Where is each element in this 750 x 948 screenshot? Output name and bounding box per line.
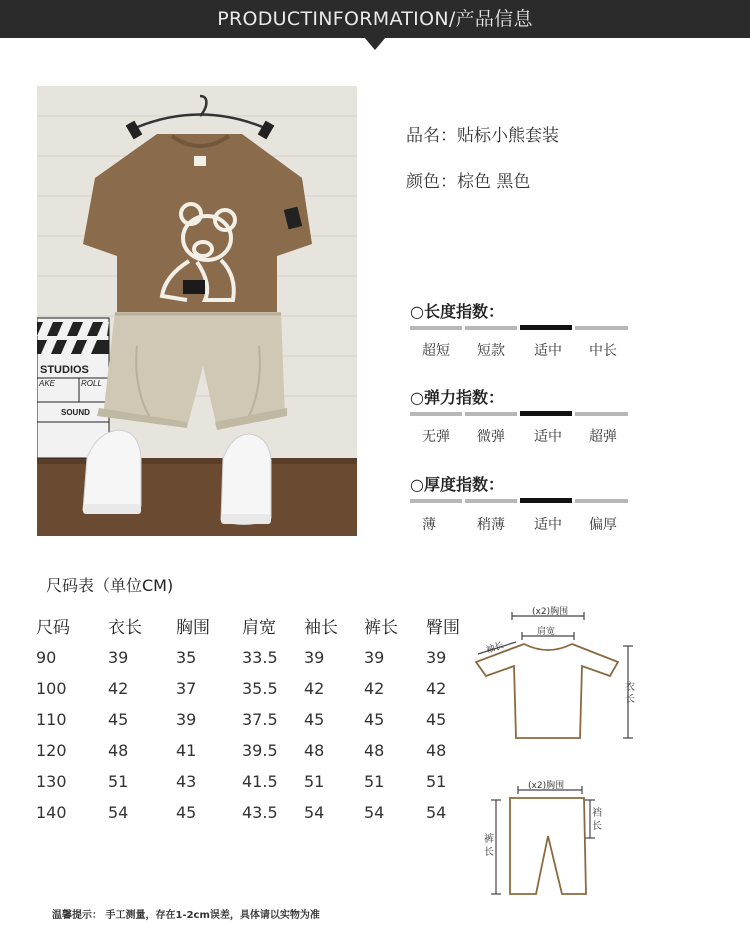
table-cell: 37 — [176, 679, 197, 698]
table-cell: 42 — [304, 679, 325, 698]
length-scale-segment-1 — [410, 326, 462, 330]
diagram-length-label-1: 衣 — [625, 682, 635, 693]
product-photo-illustration — [37, 86, 357, 536]
table-cell: 54 — [108, 803, 129, 822]
diagram-shoulder-label: 肩宽 — [537, 627, 556, 637]
table-cell: 37.5 — [242, 710, 278, 729]
table-row — [36, 766, 480, 797]
length-option-2: 短款 — [477, 343, 505, 359]
size-table — [36, 608, 480, 828]
elasticity-index-title: ○弹力指数： — [410, 388, 504, 407]
pants-measurement-diagram — [480, 778, 620, 900]
length-scale-segment-3-active — [520, 325, 572, 330]
table-cell: 48 — [364, 741, 385, 760]
table-cell: 45 — [304, 710, 325, 729]
table-cell: 39 — [364, 648, 385, 667]
pants-outline — [510, 798, 586, 894]
header-chest: 胸围 — [176, 617, 210, 638]
slate-studios-text: STUDIOS — [40, 364, 89, 376]
diagram-inseam-label-1: 裆 — [592, 808, 602, 819]
table-cell: 33.5 — [242, 648, 278, 667]
length-scale-segment-2 — [465, 326, 517, 330]
thickness-option-4: 偏厚 — [589, 517, 617, 533]
diagram-chest-label: (x2)胸围 — [532, 607, 569, 617]
diagram-inseam-label-2: 长 — [592, 821, 602, 832]
table-cell: 45 — [426, 710, 447, 729]
table-cell: 90 — [36, 648, 57, 667]
diagram-length-label-2: 长 — [625, 694, 635, 705]
table-cell: 43 — [176, 772, 197, 791]
length-option-4: 中长 — [589, 343, 617, 359]
header-garment-length: 衣长 — [108, 617, 142, 638]
table-cell: 43.5 — [242, 803, 278, 822]
table-cell: 42 — [364, 679, 385, 698]
size-table-header-row — [36, 608, 480, 642]
diagram-sleeve-label: 袖长 — [484, 640, 506, 656]
table-cell: 39 — [304, 648, 325, 667]
thickness-scale-segment-1 — [410, 499, 462, 503]
table-cell: 45 — [176, 803, 197, 822]
elasticity-scale-segment-3-active — [520, 411, 572, 416]
thickness-index-scale — [410, 499, 628, 504]
elasticity-option-1: 无弹 — [422, 429, 450, 445]
diagram-pants-length-label-2: 长 — [484, 847, 494, 858]
length-index-title: ○长度指数： — [410, 302, 504, 321]
table-row — [36, 735, 480, 766]
elasticity-option-3: 适中 — [534, 429, 562, 445]
elasticity-option-4: 超弹 — [589, 429, 617, 445]
table-row — [36, 704, 480, 735]
table-cell: 140 — [36, 803, 67, 822]
length-scale-segment-4 — [575, 326, 628, 330]
table-cell: 42 — [108, 679, 129, 698]
table-cell: 51 — [426, 772, 447, 791]
table-cell: 110 — [36, 710, 67, 729]
thickness-option-1: 薄 — [422, 517, 436, 533]
diagram-pants-length-label-1: 裤 — [484, 834, 494, 845]
table-row — [36, 797, 480, 828]
header-shoulder: 肩宽 — [242, 617, 276, 638]
header-size: 尺码 — [36, 617, 70, 638]
table-cell: 41 — [176, 741, 197, 760]
product-color: 颜色：棕色 黑色 — [406, 172, 531, 192]
table-cell: 45 — [108, 710, 129, 729]
elasticity-scale-segment-4 — [575, 412, 628, 416]
table-cell: 35.5 — [242, 679, 278, 698]
top-outline — [476, 644, 618, 738]
table-cell: 39 — [426, 648, 447, 667]
header-sleeve: 袖长 — [304, 617, 338, 638]
elasticity-option-2: 微弹 — [477, 429, 505, 445]
length-option-1: 超短 — [422, 343, 450, 359]
size-table-title: 尺码表（单位CM) — [46, 576, 174, 595]
table-cell: 54 — [426, 803, 447, 822]
length-index-scale — [410, 326, 628, 331]
thickness-option-2: 稍薄 — [477, 517, 505, 533]
table-row — [36, 673, 480, 704]
thickness-option-3: 适中 — [534, 517, 562, 533]
table-cell: 48 — [108, 741, 129, 760]
product-name: 品名：贴标小熊套装 — [406, 126, 559, 146]
header-hip: 臀围 — [426, 617, 460, 638]
elasticity-scale-segment-1 — [410, 412, 462, 416]
table-cell: 130 — [36, 772, 67, 791]
table-row — [36, 642, 480, 673]
table-cell: 54 — [364, 803, 385, 822]
table-cell: 48 — [426, 741, 447, 760]
thickness-scale-segment-2 — [465, 499, 517, 503]
measurement-tip: 温馨提示： 手工测量，存在1-2cm误差，具体请以实物为准 — [52, 910, 320, 921]
banner-notch — [364, 37, 386, 50]
banner-title: PRODUCTINFORMATION/产品信息 — [217, 8, 533, 30]
top-measurement-diagram — [468, 604, 640, 744]
table-cell: 35 — [176, 648, 197, 667]
table-cell: 39 — [108, 648, 129, 667]
slate-sound-text: SOUND — [61, 408, 90, 417]
table-cell: 45 — [364, 710, 385, 729]
clapperboard — [37, 318, 109, 458]
table-cell: 39 — [176, 710, 197, 729]
table-cell: 41.5 — [242, 772, 278, 791]
slate-roll-text: ROLL — [81, 379, 102, 388]
table-cell: 51 — [304, 772, 325, 791]
elasticity-index-scale — [410, 412, 628, 417]
table-cell: 42 — [426, 679, 447, 698]
slate-take-text: AKE — [39, 379, 56, 388]
table-cell: 51 — [108, 772, 129, 791]
thickness-index-title: ○厚度指数： — [410, 475, 504, 494]
table-cell: 39.5 — [242, 741, 278, 760]
table-cell: 120 — [36, 741, 67, 760]
table-cell: 54 — [304, 803, 325, 822]
table-cell: 48 — [304, 741, 325, 760]
product-photo — [37, 86, 357, 536]
thickness-scale-segment-3-active — [520, 498, 572, 503]
thickness-scale-segment-4 — [575, 499, 628, 503]
length-option-3: 适中 — [534, 343, 562, 359]
table-cell: 100 — [36, 679, 67, 698]
header-pants-length: 裤长 — [364, 617, 398, 638]
diagram-hip-label: (x2)胸围 — [528, 781, 565, 791]
table-cell: 51 — [364, 772, 385, 791]
elasticity-scale-segment-2 — [465, 412, 517, 416]
